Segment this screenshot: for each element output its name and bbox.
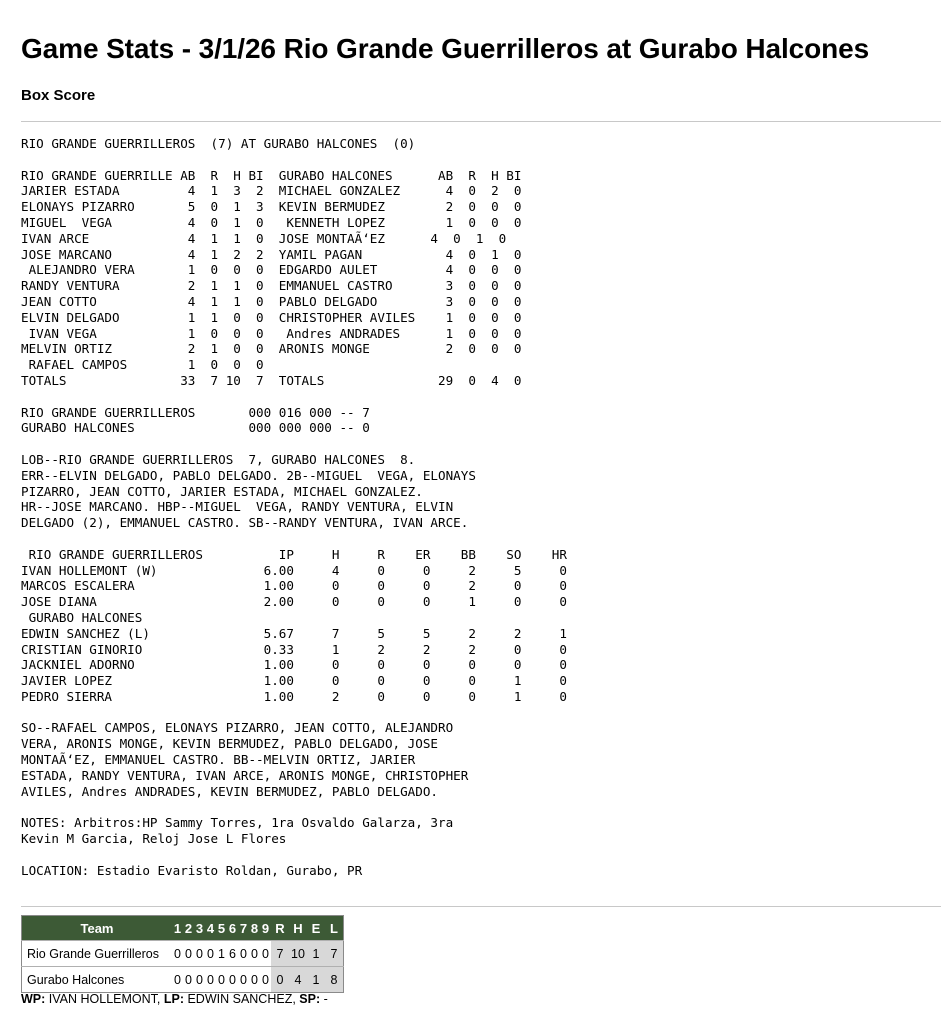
- page-title: Game Stats - 3/1/26 Rio Grande Guerrilleros at Gurabo Halcones: [21, 33, 870, 64]
- wp-label: WP:: [21, 992, 46, 1006]
- linescore-header-row: [22, 916, 344, 941]
- inning-score: 0: [194, 941, 205, 967]
- linescore-table: [21, 915, 344, 993]
- header-lob: L: [325, 916, 344, 941]
- total-lob: 8: [325, 967, 344, 993]
- total-lob: 7: [325, 941, 344, 967]
- header-inning-9: 9: [260, 916, 271, 941]
- inning-score: 0: [227, 967, 238, 993]
- header-inning-1: 1: [172, 916, 183, 941]
- inning-score: 0: [238, 967, 249, 993]
- header-inning-5: 5: [216, 916, 227, 941]
- total-runs: 7: [271, 941, 289, 967]
- inning-score: 0: [216, 967, 227, 993]
- inning-score: 0: [194, 967, 205, 993]
- inning-score: 0: [172, 941, 183, 967]
- linescore-row: [22, 967, 344, 993]
- inning-score: 6: [227, 941, 238, 967]
- header-runs: R: [271, 916, 289, 941]
- wp-value: IVAN HOLLEMONT,: [45, 992, 164, 1006]
- header-hits: H: [289, 916, 307, 941]
- lp-value: EDWIN SANCHEZ,: [184, 992, 300, 1006]
- team-name: Rio Grande Guerrilleros: [22, 941, 173, 967]
- total-errors: 1: [307, 941, 325, 967]
- box-score-text: RIO GRANDE GUERRILLEROS (7) AT GURABO HALCONES (0) RIO GRANDE GUERRILLE AB R H BI GURABO HALCONES AB R H BI JARIER ESTADA 4 1 3 2 MICHAEL GONZALEZ 4 0 2 0 ELONAYS PIZARRO 5 0 1 3 KEVIN BERMUDEZ 2 0 0 0 MIGUEL VEGA 4 0 1 0 KENNETH LOPEZ 1 0 0 0 IVAN ARCE 4 1 1 0 JOSE MONTAÃ‘EZ 4 0 1 0 JOSE MARCANO 4 1 2 2 YAMIL PAGAN 4 0 1 0 ALEJANDRO VERA 1 0 0 0 EDGARDO AULET 4 0 0 0 RANDY VENTURA 2 1 1 0 EMMANUEL CASTRO 3 0 0 0 JEAN COTTO 4 1 1 0 PABLO DELGADO 3 0 0 0 ELVIN DELGADO 1 1 0 0 CHRISTOPHER AVILES 1 0 0 0 IVAN VEGA 1 0 0 0 Andres ANDRADES 1 0 0 0 MELVIN ORTIZ 2 1 0 0 ARONIS MONGE 2 0 0 0 RAFAEL CAMPOS 1 0 0 0 TOTALS 33 7 10 7 TOTALS 29 0 4 0 RIO GRANDE GUERRILLEROS 000 016 000 -- 7 GURABO HALCONES 000 000 000 -- 0 LOB--RIO GRANDE GUERRILLEROS 7, GURABO HALCONES 8. ERR--ELVIN DELGADO, PABLO DELGADO. 2B--MIGUEL VEGA, ELONAYS PIZARRO, JEAN COTTO, JARIER ESTADA, MICHAEL GONZALEZ. HR--JOSE MARCANO. HBP--MIGUEL VEGA, RANDY VENTURA, ELVIN DELGADO (2), EMMANUEL CASTRO. SB--RANDY VENTURA, IVAN ARCE. RIO GRANDE GUERRILLEROS IP H R ER BB SO HR IVAN HOLLEMONT (W) 6.00 4 0 0 2 5 0 MARCOS ESCALERA 1.00 0 0 0 2 0 0 JOSE DIANA 2.00 0 0 0 1 0 0 GURABO HALCONES EDWIN SANCHEZ (L) 5.67 7 5 5 2 2 1 CRISTIAN GINORIO 0.33 1 2 2 2 0 0 JACKNIEL ADORNO 1.00 0 0 0 0 0 0 JAVIER LOPEZ 1.00 0 0 0 0 1 0 PEDRO SIERRA 1.00 2 0 0 0 1 0 SO--RAFAEL CAMPOS, ELONAYS PIZARRO, JEAN COTTO, ALEJANDRO VERA, ARONIS MONGE, KEVIN BERMUDEZ, PABLO DELGADO, JOSE MONTAÃ‘EZ, EMMANUEL CASTRO. BB--MELVIN ORTIZ, JARIER ESTADA, RANDY VENTURA, IVAN ARCE, ARONIS MONGE, CHRISTOPHER AVILES, Andres ANDRADES, KEVIN BERMUDEZ, PABLO DELGADO. NOTES: Arbitros:HP Sammy Torres, 1ra Osvaldo Galarza, 3ra Kevin M Garcia, Reloj Jose L Flores LOCATION: Estadio Evaristo Roldan, Gurabo, PR: [21, 136, 567, 878]
- header-errors: E: [307, 916, 325, 941]
- divider-top: [21, 121, 941, 122]
- total-runs: 0: [271, 967, 289, 993]
- inning-score: 0: [249, 941, 260, 967]
- linescore-row: [22, 941, 344, 967]
- header-inning-3: 3: [194, 916, 205, 941]
- inning-score: 0: [260, 941, 271, 967]
- header-inning-7: 7: [238, 916, 249, 941]
- header-inning-4: 4: [205, 916, 216, 941]
- header-inning-6: 6: [227, 916, 238, 941]
- header-inning-2: 2: [183, 916, 194, 941]
- sp-label: SP:: [299, 992, 321, 1006]
- inning-score: 0: [183, 967, 194, 993]
- total-hits: 10: [289, 941, 307, 967]
- inning-score: 0: [172, 967, 183, 993]
- pitchers-of-record: [21, 992, 328, 1006]
- inning-score: 0: [249, 967, 260, 993]
- divider-bottom: [21, 906, 941, 907]
- sp-value: -: [320, 992, 328, 1006]
- total-hits: 4: [289, 967, 307, 993]
- header-team: Team: [22, 916, 173, 941]
- inning-score: 0: [238, 941, 249, 967]
- lp-label: LP:: [163, 992, 184, 1006]
- inning-score: 0: [183, 941, 194, 967]
- inning-score: 0: [260, 967, 271, 993]
- inning-score: 0: [205, 941, 216, 967]
- inning-score: 1: [216, 941, 227, 967]
- section-title: Box Score: [21, 87, 96, 104]
- header-inning-8: 8: [249, 916, 260, 941]
- inning-score: 0: [205, 967, 216, 993]
- team-name: Gurabo Halcones: [22, 967, 173, 993]
- total-errors: 1: [307, 967, 325, 993]
